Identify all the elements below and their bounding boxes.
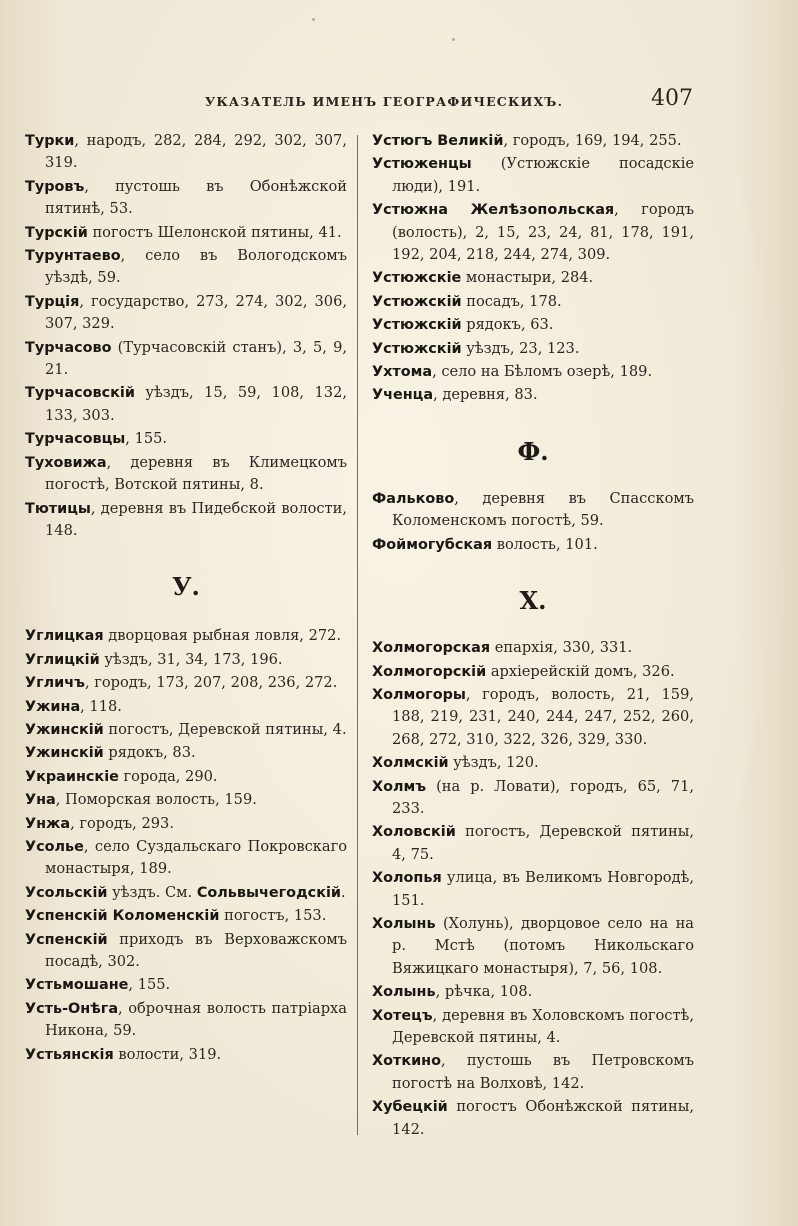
index-entry bbox=[372, 776, 694, 821]
index-entry bbox=[25, 836, 347, 881]
index-entry bbox=[25, 696, 347, 718]
index-entry bbox=[372, 661, 694, 683]
index-term: Турунтаево bbox=[25, 248, 121, 265]
index-entry bbox=[25, 649, 347, 671]
index-term: Успенскій Коломенскій bbox=[25, 908, 220, 925]
index-entry bbox=[25, 498, 347, 543]
index-entry bbox=[25, 813, 347, 835]
index-references: , рѣчка, 108. bbox=[435, 983, 533, 1001]
index-term: Устюжскій bbox=[372, 293, 462, 310]
left-entries-bottom bbox=[25, 625, 347, 1066]
index-references: монастыри, 284. bbox=[461, 269, 594, 287]
index-term: Украинскіе bbox=[25, 768, 119, 785]
index-entry bbox=[372, 752, 694, 774]
index-references: рядокъ, 63. bbox=[461, 316, 554, 334]
index-term: Хоткино bbox=[372, 1053, 442, 1070]
index-entry bbox=[25, 130, 347, 175]
index-entry bbox=[25, 672, 347, 694]
index-entry bbox=[25, 998, 347, 1043]
index-references: , пустошь въ Петровскомъ погостѣ на Волховѣ, 142. bbox=[392, 1052, 694, 1092]
index-references: , 155. bbox=[125, 430, 168, 448]
running-head: УКАЗАТЕЛЬ ИМЕНЪ ГЕОГРАФИЧЕСКИХЪ. bbox=[205, 94, 564, 109]
index-term: Ученца bbox=[372, 387, 434, 404]
index-term: Холмъ bbox=[372, 778, 427, 795]
index-term: Холмскій bbox=[372, 755, 449, 772]
index-term: Устюженцы bbox=[372, 156, 472, 173]
index-references: , село въ Вологодскомъ уѣздѣ, 59. bbox=[45, 247, 347, 287]
index-references: (Турчасовскій станъ), 3, 5, 9, 21. bbox=[45, 338, 347, 379]
index-term: Тютицы bbox=[25, 500, 91, 517]
index-term: Холынь bbox=[372, 915, 436, 932]
index-references: погостъ Шелонской пятины, 41. bbox=[87, 223, 342, 241]
index-entry bbox=[372, 867, 694, 912]
index-references: , оброчная волость патріарха Никона, 59. bbox=[45, 999, 347, 1040]
index-entry bbox=[372, 267, 694, 289]
index-references: . bbox=[341, 883, 346, 901]
index-references: , народъ, 282, 284, 292, 302, 307, 319. bbox=[45, 132, 347, 172]
index-entry bbox=[25, 382, 347, 427]
index-references: погостъ, Деревской пятины, 4. bbox=[103, 720, 347, 738]
index-references: (Устюжскіе посадскіе люди), 191. bbox=[392, 155, 694, 195]
index-term: Хотецъ bbox=[372, 1007, 433, 1024]
index-entry bbox=[25, 428, 347, 450]
index-references: уѣздъ. См. bbox=[107, 883, 197, 901]
index-term: Холмогоры bbox=[372, 686, 466, 703]
index-term: Турчасовцы bbox=[25, 431, 126, 448]
left-column bbox=[25, 130, 347, 1067]
index-entry bbox=[25, 766, 347, 788]
index-term: Ужина bbox=[25, 698, 81, 715]
index-term: Холмогорская bbox=[372, 640, 491, 657]
index-references: посадъ, 178. bbox=[461, 292, 562, 310]
index-references: приходъ въ Верховажскомъ посадѣ, 302. bbox=[45, 930, 347, 970]
index-term: Усольскій bbox=[25, 884, 108, 901]
index-entry bbox=[25, 929, 347, 974]
index-term: Фальково bbox=[372, 490, 455, 507]
index-entry bbox=[25, 222, 347, 244]
index-term: Турчасовскій bbox=[25, 385, 135, 402]
index-references: погостъ, 153. bbox=[219, 907, 327, 925]
index-references: уѣздъ, 15, 59, 108, 132, 133, 303. bbox=[45, 384, 347, 424]
index-references: погостъ Обонѣжской пятины, 142. bbox=[392, 1098, 694, 1138]
index-term: Холмогорскій bbox=[372, 663, 487, 680]
right-column bbox=[372, 130, 694, 1142]
index-term: Фоймогубская bbox=[372, 536, 493, 553]
index-entry bbox=[372, 981, 694, 1003]
index-references: уѣздъ, 120. bbox=[448, 754, 539, 772]
index-entry bbox=[25, 452, 347, 497]
index-term: Турскій bbox=[25, 224, 88, 241]
index-term: Холовскій bbox=[372, 824, 456, 841]
index-references: епархія, 330, 331. bbox=[490, 639, 633, 657]
index-entry bbox=[25, 625, 347, 647]
index-references: (Холунь), дворцовое село на на р. Мстѣ (потомъ Никольскаго Вяжицкаго монастыря), 7, 56, 108. bbox=[392, 914, 694, 977]
index-entry bbox=[372, 153, 694, 198]
index-references: , деревня въ Климецкомъ погостѣ, Вотской пятины, 8. bbox=[45, 453, 347, 494]
index-entry bbox=[25, 719, 347, 741]
index-entry bbox=[372, 361, 694, 383]
index-references: архіерейскій домъ, 326. bbox=[486, 662, 675, 680]
index-references: , Поморская волость, 159. bbox=[55, 791, 257, 809]
section-letter-f: Ф. bbox=[517, 436, 549, 466]
index-entry bbox=[372, 1050, 694, 1095]
index-references: волость, 101. bbox=[492, 535, 598, 553]
paper-speck bbox=[452, 38, 455, 41]
index-term: Успенскій bbox=[25, 931, 108, 948]
page-number: 407 bbox=[651, 86, 693, 111]
index-entry bbox=[372, 338, 694, 360]
index-references: , городъ (волость), 2, 15, 23, 24, 81, 178, 191, 192, 204, 218, 244, 274, 309. bbox=[392, 201, 694, 264]
index-term: Устьянскія bbox=[25, 1046, 114, 1063]
index-references: погостъ, Деревской пятины, 4, 75. bbox=[392, 823, 694, 863]
index-references: рядокъ, 83. bbox=[103, 744, 196, 762]
index-term: Углицкая bbox=[25, 628, 104, 645]
index-entry bbox=[372, 314, 694, 336]
index-cross-reference: Сольвычегодскій bbox=[196, 884, 341, 901]
index-entry bbox=[372, 1005, 694, 1050]
index-entry bbox=[372, 821, 694, 866]
right-entries-f bbox=[372, 488, 694, 556]
index-entry bbox=[372, 291, 694, 313]
index-entry bbox=[372, 488, 694, 533]
index-term: Туховижа bbox=[25, 454, 107, 471]
right-entries-h bbox=[372, 637, 694, 1141]
index-term: Унжа bbox=[25, 815, 71, 832]
index-term: Холынь bbox=[372, 984, 436, 1001]
index-term: Туровъ bbox=[25, 178, 85, 195]
index-entry bbox=[372, 637, 694, 659]
index-entry bbox=[25, 1044, 347, 1066]
index-entry bbox=[25, 905, 347, 927]
index-term: Ужинскій bbox=[25, 745, 104, 762]
index-references: волости, 319. bbox=[113, 1045, 222, 1063]
section-letter-h: Х. bbox=[519, 586, 547, 616]
page-header bbox=[205, 86, 693, 118]
paper-speck bbox=[312, 18, 315, 21]
index-entry bbox=[372, 913, 694, 980]
index-entry bbox=[25, 882, 347, 904]
index-entry bbox=[25, 245, 347, 290]
index-term: Уна bbox=[25, 792, 56, 809]
index-term: Турція bbox=[25, 293, 80, 310]
index-references: , село на Бѣломъ озерѣ, 189. bbox=[432, 363, 653, 381]
index-term: Устюжскій bbox=[372, 340, 462, 357]
section-letter-u: У. bbox=[172, 572, 200, 602]
index-term: Усолье bbox=[25, 838, 84, 855]
index-references: , деревня въ Холовскомъ погостѣ, Деревской пятины, 4. bbox=[392, 1006, 694, 1046]
index-entry bbox=[25, 176, 347, 221]
index-term: Устюгъ Великій bbox=[372, 133, 504, 149]
index-references: , деревня въ Спасскомъ Коломенскомъ погостѣ, 59. bbox=[392, 489, 694, 530]
index-references: , деревня, 83. bbox=[433, 386, 538, 404]
index-references: , село Суздальскаго Покровскаго монастыря, 189. bbox=[45, 837, 347, 878]
index-references: дворцовая рыбная ловля, 272. bbox=[103, 627, 342, 645]
index-entry bbox=[25, 974, 347, 996]
index-references: , городъ, 169, 194, 255. bbox=[503, 132, 682, 149]
index-term: Устюжна Желѣзопольская bbox=[372, 202, 615, 219]
index-references: , государство, 273, 274, 302, 306, 307, 329. bbox=[45, 292, 347, 333]
index-references: , городъ, 173, 207, 208, 236, 272. bbox=[84, 674, 338, 692]
index-references: улица, въ Великомъ Новгородѣ, 151. bbox=[392, 869, 694, 909]
index-references: , городъ, волость, 21, 159, 188, 219, 231, 240, 244, 247, 252, 260, 268, 272, 310, 322, 326, 329, 330. bbox=[392, 685, 694, 748]
index-term: Углицкій bbox=[25, 651, 100, 668]
index-entry bbox=[25, 789, 347, 811]
index-references: , деревня въ Пидебской волости, 148. bbox=[45, 499, 347, 539]
left-entries-top bbox=[25, 130, 347, 542]
index-references: (на р. Ловати), городъ, 65, 71, 233. bbox=[392, 777, 694, 817]
index-entry bbox=[372, 684, 694, 751]
index-term: Холопья bbox=[372, 870, 442, 887]
index-term: Угличъ bbox=[25, 675, 85, 692]
right-entries-top bbox=[372, 130, 694, 407]
index-references: уѣздъ, 31, 34, 173, 196. bbox=[99, 650, 283, 668]
index-entry bbox=[372, 199, 694, 266]
column-divider bbox=[357, 135, 358, 1135]
index-term: Усть-Онѣга bbox=[25, 1000, 119, 1017]
index-references: , 155. bbox=[128, 976, 171, 994]
index-term: Устюжскій bbox=[372, 317, 462, 334]
index-entry bbox=[25, 291, 347, 336]
index-term: Ухтома bbox=[372, 364, 433, 381]
index-term: Устюжскіе bbox=[372, 270, 462, 287]
index-entry bbox=[372, 1096, 694, 1141]
index-term: Хубецкій bbox=[372, 1099, 448, 1116]
index-references: уѣздъ, 23, 123. bbox=[461, 339, 580, 357]
index-term: Ужинскій bbox=[25, 721, 104, 738]
index-term: Устьмошане bbox=[25, 977, 129, 994]
index-references: , 118. bbox=[80, 697, 122, 715]
index-references: города, 290. bbox=[118, 767, 218, 785]
index-entry bbox=[25, 742, 347, 764]
index-references: , городъ, 293. bbox=[70, 814, 174, 832]
index-entry bbox=[372, 384, 694, 406]
index-entry bbox=[372, 130, 694, 152]
index-entry bbox=[25, 337, 347, 382]
index-term: Турчасово bbox=[25, 339, 112, 356]
index-term: Турки bbox=[25, 133, 75, 149]
index-references: , пустошь въ Обонѣжской пятинѣ, 53. bbox=[45, 177, 347, 218]
index-entry bbox=[372, 534, 694, 556]
